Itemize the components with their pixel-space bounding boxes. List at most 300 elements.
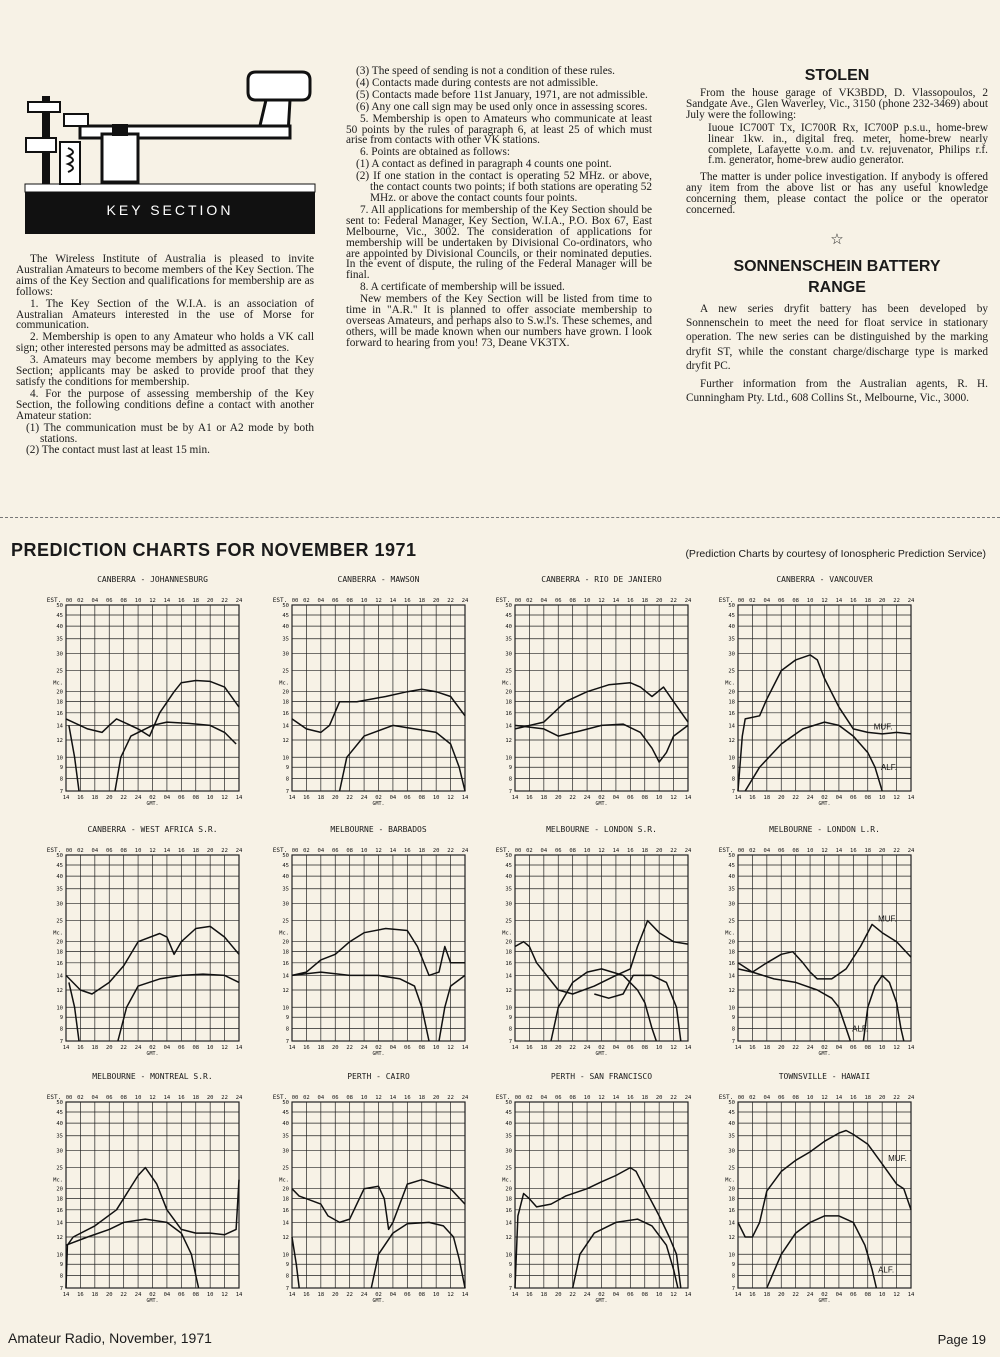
chart-title: MELBOURNE - LONDON L.R. [769, 825, 880, 834]
chart-grid [738, 1102, 911, 1288]
bottom-tick-label: 14 [511, 1045, 519, 1051]
top-tick-label: 02 [749, 848, 756, 854]
bottom-tick-label: 18 [91, 1292, 99, 1298]
top-tick-label: 18 [864, 1095, 872, 1101]
news-column-3 [686, 66, 988, 406]
bottom-tick-label: 12 [221, 1292, 228, 1298]
chart-curve [69, 725, 79, 791]
bottom-tick-label: 14 [288, 1045, 296, 1051]
gmt-label: GMT. [595, 1051, 608, 1057]
y-tick-label: 16 [728, 960, 735, 967]
gmt-label: GMT. [146, 1051, 159, 1057]
bottom-tick-label: 22 [346, 1045, 353, 1051]
y-tick-label: 14 [56, 723, 63, 730]
gmt-label: GMT. [818, 1298, 831, 1304]
footer-page-number: Page 19 [937, 1332, 986, 1347]
chart-plot [720, 1072, 923, 1308]
top-tick-label: 24 [461, 598, 469, 604]
top-tick-label: 06 [554, 598, 562, 604]
bottom-tick-label: 06 [850, 795, 857, 801]
top-tick-label: 16 [178, 1095, 185, 1101]
y-tick-label: 12 [56, 988, 63, 995]
y-tick-label: 25 [728, 668, 735, 675]
bottom-tick-label: 02 [821, 1292, 828, 1298]
bottom-tick-label: 12 [670, 1292, 677, 1298]
y-tick-label: 20 [56, 689, 63, 696]
chart-curve [69, 982, 79, 1041]
bottom-tick-label: 20 [554, 1045, 562, 1051]
muf-label: MUF. [878, 914, 897, 924]
top-tick-label: 06 [554, 848, 562, 854]
top-tick-label: 22 [447, 1095, 454, 1101]
est-label: EST. [718, 847, 734, 854]
y-tick-label: 30 [56, 651, 63, 658]
bottom-tick-label: 18 [317, 1045, 325, 1051]
bottom-tick-label: 02 [375, 1292, 382, 1298]
mc-label: Mc. [279, 680, 289, 687]
y-tick-label: 50 [505, 603, 512, 609]
y-tick-label: 7 [508, 1286, 512, 1292]
y-tick-label: 18 [282, 699, 289, 706]
y-tick-label: 9 [508, 1262, 512, 1269]
est-label: EST. [272, 847, 288, 854]
bottom-tick-label: 04 [163, 1045, 171, 1051]
y-tick-label: 12 [728, 988, 735, 995]
top-tick-label: 04 [91, 1095, 99, 1101]
points-item: (2) If one station in the contact is operating 52 MHz. or above, the contact counts two points; if both stations are operating 52 MHz. or above the contact counts four points. [356, 170, 652, 204]
section-divider [0, 517, 1000, 518]
chart-plot [274, 1072, 477, 1308]
prediction-chart [274, 575, 477, 811]
y-tick-label: 12 [282, 738, 289, 745]
points-item: (1) A contact as defined in paragraph 4 counts one point. [356, 158, 612, 171]
y-tick-label: 12 [282, 988, 289, 995]
top-tick-label: 12 [375, 598, 382, 604]
top-tick-label: 02 [526, 848, 533, 854]
bottom-tick-label: 20 [554, 795, 562, 801]
bottom-tick-label: 22 [120, 1045, 127, 1051]
chart-title: MELBOURNE - LONDON S.R. [546, 825, 657, 834]
top-tick-label: 18 [864, 598, 872, 604]
prediction-title: PREDICTION CHARTS FOR NOVEMBER 1971 [11, 540, 417, 560]
top-tick-label: 18 [192, 1095, 200, 1101]
bottom-tick-label: 20 [331, 1045, 339, 1051]
top-tick-label: 12 [149, 598, 156, 604]
chart-plot [497, 825, 700, 1061]
bottom-tick-label: 16 [303, 1045, 310, 1051]
bottom-tick-label: 24 [134, 795, 142, 801]
y-tick-label: 10 [728, 1005, 735, 1012]
bottom-tick-label: 10 [206, 795, 214, 801]
chart-grid [66, 605, 239, 791]
bottom-tick-label: 22 [792, 795, 799, 801]
y-tick-label: 35 [56, 1133, 63, 1140]
bottom-tick-label: 16 [77, 1045, 84, 1051]
mc-label: Mc. [53, 930, 63, 937]
top-tick-label: 10 [583, 848, 591, 854]
y-tick-label: 25 [505, 668, 512, 675]
y-tick-label: 9 [731, 1262, 735, 1269]
bottom-tick-label: 18 [540, 1045, 548, 1051]
chart-title: CANBERRA - VANCOUVER [776, 575, 873, 584]
top-tick-label: 12 [598, 598, 605, 604]
prediction-chart [720, 825, 923, 1061]
y-tick-label: 12 [728, 738, 735, 745]
chart-title: PERTH - SAN FRANCISCO [550, 1072, 653, 1081]
battery-title-1: SONNENSCHEIN BATTERY [733, 257, 941, 275]
chart-plot [720, 825, 923, 1061]
y-tick-label: 20 [728, 689, 735, 696]
chart-plot [274, 575, 477, 811]
prediction-chart [720, 575, 923, 811]
bottom-tick-label: 06 [178, 1045, 185, 1051]
bottom-tick-label: 16 [77, 795, 84, 801]
top-tick-label: 00 [291, 848, 299, 854]
est-label: EST. [495, 597, 511, 604]
top-tick-label: 16 [404, 598, 411, 604]
y-tick-label: 35 [728, 636, 735, 643]
y-tick-label: 18 [56, 1196, 63, 1203]
y-tick-label: 25 [56, 918, 63, 925]
y-tick-label: 45 [282, 612, 289, 619]
bottom-tick-label: 14 [62, 1045, 70, 1051]
bottom-tick-label: 06 [404, 1045, 411, 1051]
top-tick-label: 18 [641, 848, 649, 854]
y-tick-label: 50 [282, 853, 289, 859]
bottom-tick-label: 16 [77, 1292, 84, 1298]
bottom-tick-label: 04 [835, 1045, 843, 1051]
y-tick-label: 9 [731, 765, 735, 772]
y-tick-label: 16 [56, 710, 63, 717]
top-tick-label: 08 [792, 598, 799, 604]
bottom-tick-label: 18 [540, 795, 548, 801]
bottom-tick-label: 16 [303, 795, 310, 801]
top-tick-label: 12 [375, 848, 382, 854]
bottom-tick-label: 14 [734, 795, 742, 801]
top-tick-label: 18 [864, 848, 872, 854]
mc-label: Mc. [502, 930, 512, 937]
y-tick-label: 10 [56, 1252, 63, 1259]
prediction-chart [720, 1072, 923, 1308]
y-tick-label: 8 [59, 1026, 63, 1033]
top-tick-label: 14 [389, 598, 397, 604]
top-tick-label: 02 [77, 848, 84, 854]
bottom-tick-label: 24 [806, 1292, 814, 1298]
mc-label: Mc. [279, 1177, 289, 1184]
bottom-tick-label: 24 [134, 1292, 142, 1298]
bottom-tick-label: 18 [317, 1292, 325, 1298]
y-tick-label: 7 [731, 1286, 735, 1292]
bottom-tick-label: 12 [447, 795, 454, 801]
bottom-tick-label: 12 [670, 1045, 677, 1051]
bottom-tick-label: 14 [907, 1045, 915, 1051]
top-tick-label: 00 [514, 1095, 522, 1101]
y-tick-label: 30 [282, 1148, 289, 1155]
y-tick-label: 30 [728, 901, 735, 908]
y-tick-label: 20 [282, 939, 289, 946]
top-tick-label: 00 [737, 1095, 745, 1101]
top-tick-label: 20 [432, 1095, 440, 1101]
prediction-chart [497, 1072, 700, 1308]
top-tick-label: 18 [418, 848, 426, 854]
bottom-tick-label: 04 [835, 1292, 843, 1298]
bottom-tick-label: 14 [461, 795, 469, 801]
top-tick-label: 06 [105, 848, 113, 854]
chart-plot [497, 1072, 700, 1308]
y-tick-label: 14 [282, 723, 289, 730]
y-tick-label: 30 [282, 901, 289, 908]
chart-title: CANBERRA - WEST AFRICA S.R. [87, 825, 218, 834]
bottom-tick-label: 14 [734, 1292, 742, 1298]
bottom-tick-label: 12 [221, 1045, 228, 1051]
y-tick-label: 25 [56, 1165, 63, 1172]
y-tick-label: 16 [505, 710, 512, 717]
bottom-tick-label: 08 [192, 1045, 200, 1051]
bottom-tick-label: 04 [835, 795, 843, 801]
bottom-tick-label: 12 [893, 1292, 900, 1298]
top-tick-label: 22 [447, 848, 454, 854]
top-tick-label: 10 [583, 1095, 591, 1101]
y-tick-label: 14 [505, 973, 512, 980]
y-tick-label: 50 [728, 603, 735, 609]
top-tick-label: 22 [670, 848, 677, 854]
bottom-tick-label: 06 [850, 1292, 857, 1298]
top-tick-label: 12 [598, 1095, 605, 1101]
bottom-tick-label: 16 [526, 795, 533, 801]
bottom-tick-label: 08 [641, 795, 649, 801]
y-tick-label: 20 [505, 689, 512, 696]
y-tick-label: 8 [731, 1026, 735, 1033]
bottom-tick-label: 24 [806, 795, 814, 801]
y-tick-label: 40 [505, 624, 512, 631]
bottom-tick-label: 08 [192, 1292, 200, 1298]
bottom-tick-label: 14 [62, 795, 70, 801]
y-tick-label: 9 [285, 765, 289, 772]
top-tick-label: 04 [763, 598, 771, 604]
top-tick-label: 22 [221, 848, 228, 854]
chart-grid [515, 1102, 688, 1288]
top-tick-label: 06 [105, 1095, 113, 1101]
bottom-tick-label: 10 [432, 1292, 440, 1298]
top-tick-label: 16 [404, 1095, 411, 1101]
y-tick-label: 18 [56, 699, 63, 706]
key-section-item: 4. For the purpose of assessing membership of the Key Section, the following conditions define a contact with another Amateur station: [16, 387, 314, 422]
top-tick-label: 00 [737, 848, 745, 854]
y-tick-label: 20 [56, 1186, 63, 1193]
top-tick-label: 00 [291, 1095, 299, 1101]
y-tick-label: 16 [282, 710, 289, 717]
bottom-tick-label: 04 [389, 1292, 397, 1298]
y-tick-label: 45 [56, 612, 63, 619]
y-tick-label: 7 [731, 1039, 735, 1045]
chart-grid [66, 855, 239, 1041]
bottom-tick-label: 04 [163, 795, 171, 801]
gmt-label: GMT. [595, 801, 608, 807]
bottom-tick-label: 20 [554, 1292, 562, 1298]
y-tick-label: 20 [282, 1186, 289, 1193]
bottom-tick-label: 20 [105, 1045, 113, 1051]
top-tick-label: 22 [893, 848, 900, 854]
bottom-tick-label: 08 [418, 1045, 426, 1051]
y-tick-label: 10 [505, 1252, 512, 1259]
chart-grid [515, 855, 688, 1041]
bottom-tick-label: 10 [655, 1292, 663, 1298]
top-tick-label: 08 [792, 848, 799, 854]
y-tick-label: 16 [282, 960, 289, 967]
key-section-p7: 7. All applications for membership of the Key Section should be sent to: Federal Manager, Key Section, W.I.A., P.O. Box 67, East Melbourne, Vic., 3002. The consideration of applications for membership will be undertaken by Divisional Co-ordinators, who are appointed by Divisional Councils, or their nominated deputies. In the event of dispute, the ruling of the Federal Manager will be final. [346, 203, 652, 282]
top-tick-label: 20 [206, 1095, 214, 1101]
y-tick-label: 45 [56, 862, 63, 869]
bottom-tick-label: 14 [684, 1045, 692, 1051]
y-tick-label: 14 [505, 1220, 512, 1227]
chart-curve [292, 972, 429, 1041]
top-tick-label: 16 [627, 598, 634, 604]
bottom-tick-label: 06 [178, 1292, 185, 1298]
top-tick-label: 10 [134, 848, 142, 854]
y-tick-label: 8 [731, 776, 735, 783]
y-tick-label: 14 [56, 1220, 63, 1227]
key-section-item: 3. Amateurs may become members by applying to the Key Section; applicants may be asked to provide proof that they satisfy the conditions for membership. [16, 354, 314, 388]
y-tick-label: 9 [59, 765, 63, 772]
y-tick-label: 45 [505, 1109, 512, 1116]
bottom-tick-label: 16 [749, 795, 756, 801]
top-tick-label: 08 [792, 1095, 799, 1101]
y-tick-label: 10 [56, 755, 63, 762]
y-tick-label: 40 [728, 1121, 735, 1128]
bottom-tick-label: 24 [583, 795, 591, 801]
y-tick-label: 35 [505, 636, 512, 643]
top-tick-label: 22 [893, 1095, 900, 1101]
bottom-tick-label: 18 [763, 1045, 771, 1051]
bottom-tick-label: 24 [583, 1045, 591, 1051]
chart-curve [115, 722, 236, 791]
y-tick-label: 30 [505, 1148, 512, 1155]
bottom-tick-label: 20 [105, 1292, 113, 1298]
top-tick-label: 22 [670, 598, 677, 604]
top-tick-label: 00 [291, 598, 299, 604]
top-tick-label: 00 [514, 848, 522, 854]
bottom-tick-label: 22 [346, 795, 353, 801]
y-tick-label: 14 [56, 973, 63, 980]
y-tick-label: 8 [508, 1026, 512, 1033]
bottom-tick-label: 22 [569, 1292, 576, 1298]
muf-label: MUF. [888, 1153, 907, 1163]
bottom-tick-label: 22 [346, 1292, 353, 1298]
y-tick-label: 40 [56, 624, 63, 631]
top-tick-label: 14 [163, 848, 171, 854]
y-tick-label: 18 [505, 949, 512, 956]
chart-grid [515, 605, 688, 791]
condition-item: (4) Contacts made during contests are not admissible. [356, 76, 599, 89]
chart-plot [497, 575, 700, 811]
chart-grid [738, 855, 911, 1041]
top-tick-label: 02 [77, 1095, 84, 1101]
bottom-tick-label: 12 [670, 795, 677, 801]
y-tick-label: 7 [508, 1039, 512, 1045]
key-section-item: 1. The Key Section of the W.I.A. is an association of Australian Amateurs interested in the use of Morse for communication. [16, 297, 314, 332]
chart-curve [292, 1237, 299, 1288]
bottom-tick-label: 20 [777, 1045, 785, 1051]
y-tick-label: 16 [505, 960, 512, 967]
y-tick-label: 18 [505, 699, 512, 706]
bottom-tick-label: 24 [134, 1045, 142, 1051]
y-tick-label: 16 [56, 1207, 63, 1214]
y-tick-label: 30 [56, 901, 63, 908]
top-tick-label: 00 [65, 848, 73, 854]
y-tick-label: 8 [285, 776, 289, 783]
y-tick-label: 20 [505, 1186, 512, 1193]
y-tick-label: 40 [505, 1121, 512, 1128]
y-tick-label: 30 [728, 651, 735, 658]
top-tick-label: 16 [627, 848, 634, 854]
bottom-tick-label: 10 [878, 1045, 886, 1051]
y-tick-label: 16 [56, 960, 63, 967]
est-label: EST. [46, 1094, 62, 1101]
top-tick-label: 20 [655, 848, 663, 854]
bottom-tick-label: 14 [734, 1045, 742, 1051]
y-tick-label: 40 [56, 1121, 63, 1128]
y-tick-label: 25 [56, 668, 63, 675]
bottom-tick-label: 14 [684, 795, 692, 801]
y-tick-label: 16 [282, 1207, 289, 1214]
bottom-tick-label: 16 [749, 1045, 756, 1051]
y-tick-label: 14 [728, 973, 735, 980]
top-tick-label: 24 [907, 1095, 915, 1101]
top-tick-label: 20 [432, 848, 440, 854]
top-tick-label: 04 [540, 848, 548, 854]
y-tick-label: 12 [56, 1235, 63, 1242]
y-tick-label: 40 [282, 624, 289, 631]
y-tick-label: 10 [282, 755, 289, 762]
key-illustration [20, 68, 320, 234]
key-section-column-1 [16, 254, 314, 457]
bottom-tick-label: 14 [461, 1045, 469, 1051]
gmt-label: GMT. [595, 1298, 608, 1304]
top-tick-label: 18 [418, 1095, 426, 1101]
y-tick-label: 35 [282, 1133, 289, 1140]
prediction-chart [48, 825, 251, 1061]
key-section-p8: 8. A certificate of membership will be issued. [360, 281, 565, 294]
bottom-tick-label: 14 [907, 795, 915, 801]
condition-item: (2) The contact must last at least 15 min. [26, 444, 210, 457]
top-tick-label: 06 [554, 1095, 562, 1101]
bottom-tick-label: 16 [303, 1292, 310, 1298]
top-tick-label: 12 [821, 848, 828, 854]
top-tick-label: 12 [821, 598, 828, 604]
bottom-tick-label: 16 [526, 1292, 533, 1298]
bottom-tick-label: 24 [806, 1045, 814, 1051]
bottom-tick-label: 10 [432, 795, 440, 801]
y-tick-label: 7 [731, 789, 735, 795]
y-tick-label: 8 [59, 1273, 63, 1280]
y-tick-label: 45 [505, 862, 512, 869]
bottom-tick-label: 22 [120, 795, 127, 801]
chart-curve [863, 975, 903, 1041]
y-tick-label: 35 [728, 886, 735, 893]
y-tick-label: 35 [56, 886, 63, 893]
gmt-label: GMT. [818, 1051, 831, 1057]
key-section-p5: 5. Membership is open to Amateurs who communicate at least 50 points by the rules of paragraph 6, at least 25 of which must arise from contacts with other VK stations. [346, 112, 652, 147]
bottom-tick-label: 10 [432, 1045, 440, 1051]
y-tick-label: 40 [728, 624, 735, 631]
top-tick-label: 12 [375, 1095, 382, 1101]
top-tick-label: 22 [670, 1095, 677, 1101]
y-tick-label: 45 [282, 862, 289, 869]
top-tick-label: 08 [120, 848, 127, 854]
top-tick-label: 04 [317, 1095, 325, 1101]
condition-item: (6) Any one call sign may be used only once in assessing scores. [356, 100, 648, 113]
key-section-item: 2. Membership is open to any Amateur who holds a VK call sign; other interested persons may be admitted as associates. [16, 331, 314, 355]
